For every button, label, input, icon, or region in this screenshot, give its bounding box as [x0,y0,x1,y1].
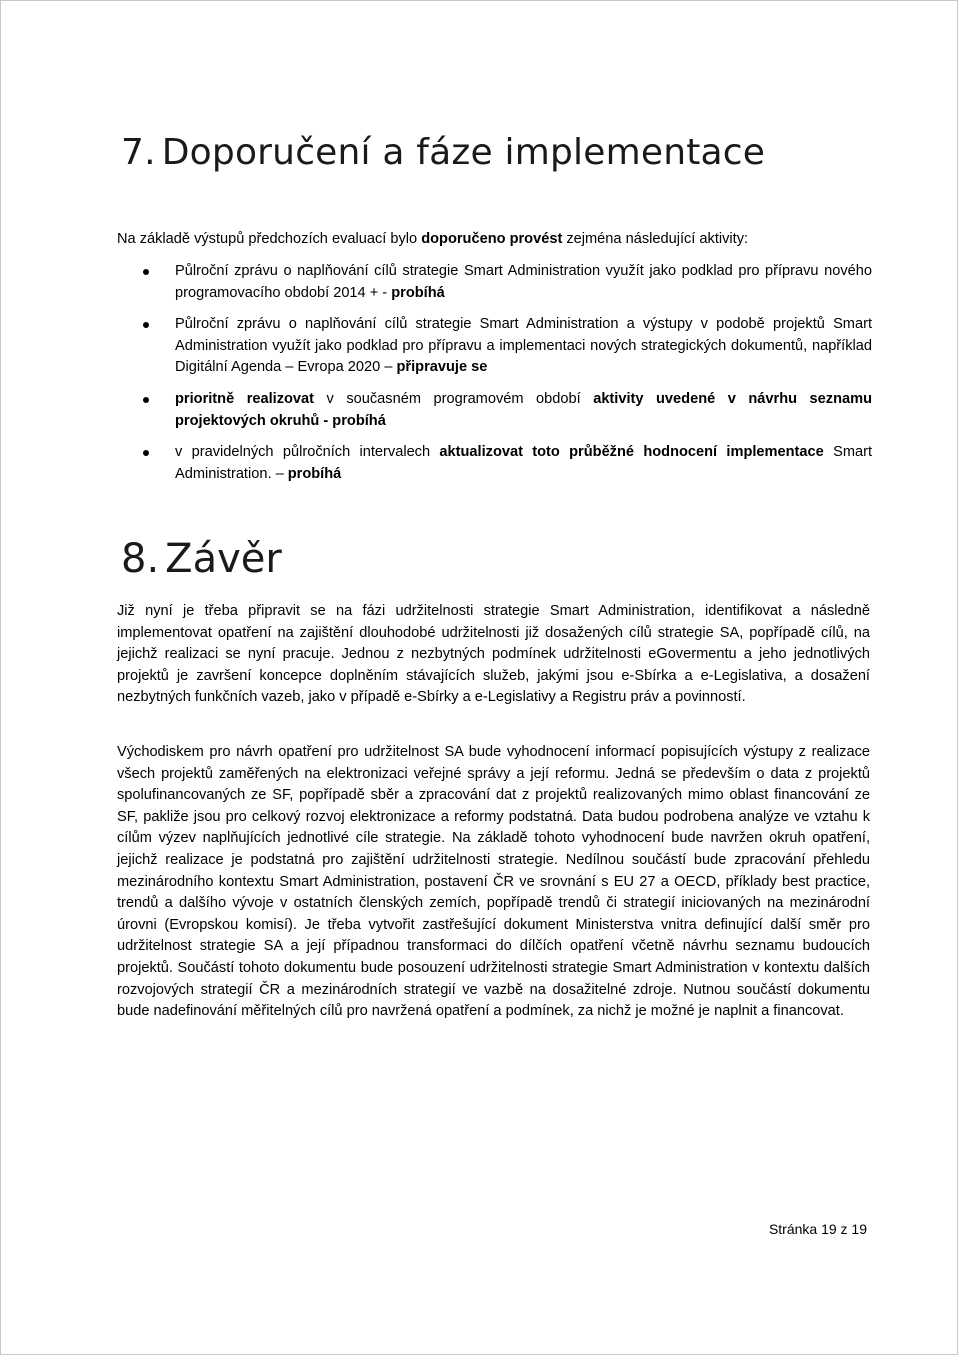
section-8-heading [121,536,282,582]
section-7-heading [121,132,765,173]
intro-text-1: Na základě výstupů předchozích evaluací bylo [117,231,422,247]
bullet-icon [143,322,149,328]
section-8-title: Závěr [165,536,282,582]
activity-list [117,261,872,495]
list-item-bold: prioritně realizovat [175,390,315,407]
list-item-text-end: Smart Administration. – [175,444,873,482]
section-7-intro [117,229,877,251]
bullet-icon [143,450,149,456]
bullet-icon [143,397,149,403]
list-item-text: v současném programovém období [314,390,594,407]
list-item-status: probíhá [287,465,342,482]
section-8-number: 8. [121,536,160,582]
conclusion-paragraph-1: Již nyní je třeba připravit se na fázi udržitelnosti strategie Smart Administration, identifikovat a následně implementovat opatření na zajištění dlouhodobé udržitelnosti již dosažených cílů strategie SA, popřípadě cílů, na jejichž realizaci se nyní pracuje. Jednou z nezbytných podmínek udržitelnosti eGovermentu a jeho jednotlivých projektů je završení koncepce doplněním stávajících služeb, jakými jsou e-Sbírka a e-Legislativa, a dosažení nezbytných funkčních vazeb, jako v případě e-Sbírky a e-Legislativy a Registru práv a povinností. [117,603,870,706]
list-item-status: připravuje se [396,359,488,376]
list-item-text: v pravidelných půlročních intervalech [175,444,440,461]
list-item-bold: aktualizovat toto průběžné hodnocení implementace [439,444,824,461]
intro-text-2: zejména následující aktivity: [562,231,749,247]
conclusion-paragraph-2: Východiskem pro návrh opatření pro udržitelnost SA bude vyhodnocení informací popisujících výstupy z realizace všech projektů zaměřených na elektronizaci veřejné správy a její reformu. Jedná se především o data z projektů spolufinancovaných ze SF, popřípadě sběr a zpracování dat z projektů realizovaných mimo oblast financování ze SF, pakliže jsou pro celkový rozvoj elektronizace a reformy podstatná. Data budou podrobena analýze ve vztahu k cílům výzev naplňujících jednotlivé cíle strategie. Na základě tohoto vyhodnocení bude navržen okruh opatření, jejichž realizace je podstatná pro zajištění udržitelnosti strategie. Nedílnou součástí bude zpracování přehledu mezinárodního kontextu Smart Administration, postavení ČR ve srovnání s EU 27 a OECD, příklady best practice, trendů a dalšího vývoje v ostatních členských zemích, popřípadě trendů či strategií iniciovaných na mezinárodní úrovni (Evropskou komisí). Je třeba vytvořit zastřešující dokument Ministerstva vnitra definující další směr pro udržitelnost strategie SA a její případnou transformaci do dílčích opatření včetně návrhu seznamu budoucích projektů. Součástí tohoto dokumentu bude posouzení udržitelnosti strategie Smart Administration v kontextu dalších rozvojových strategií ČR a mezinárodních strategií ve vazbě na dosažitelné zdroje. Nutnou součástí dokumentu bude nadefinování měřitelných cílů pro navržená opatření a podmínek, za nichž je možné je naplnit a financovat. [117,744,870,1020]
intro-bold: doporučeno provést [421,231,563,247]
list-item-status: probíhá [391,284,445,301]
bullet-icon [143,269,149,275]
section-7-title: Doporučení a fáze implementace [161,132,766,173]
page-number: Stránka 19 z 19 [768,1221,867,1237]
list-item [117,314,872,379]
list-item [117,389,872,432]
list-item [117,261,872,304]
list-item [117,442,872,485]
section-7-number: 7. [121,132,156,173]
list-item-text: Půlroční zprávu o naplňování cílů strategie Smart Administration využít jako podklad pro přípravu nového programovacího období 2014 + - [175,263,872,301]
list-item-status: aktivity uvedené v návrhu seznamu projektových okruhů - probíhá [175,390,872,429]
list-item-text: Půlroční zprávu o naplňování cílů strategie Smart Administration a výstupy v podobě projektů Smart Administration využít jako podklad pro přípravu a implementaci nových strategických dokumentů, například Digitální Agenda – Evropa 2020 – [175,316,872,376]
